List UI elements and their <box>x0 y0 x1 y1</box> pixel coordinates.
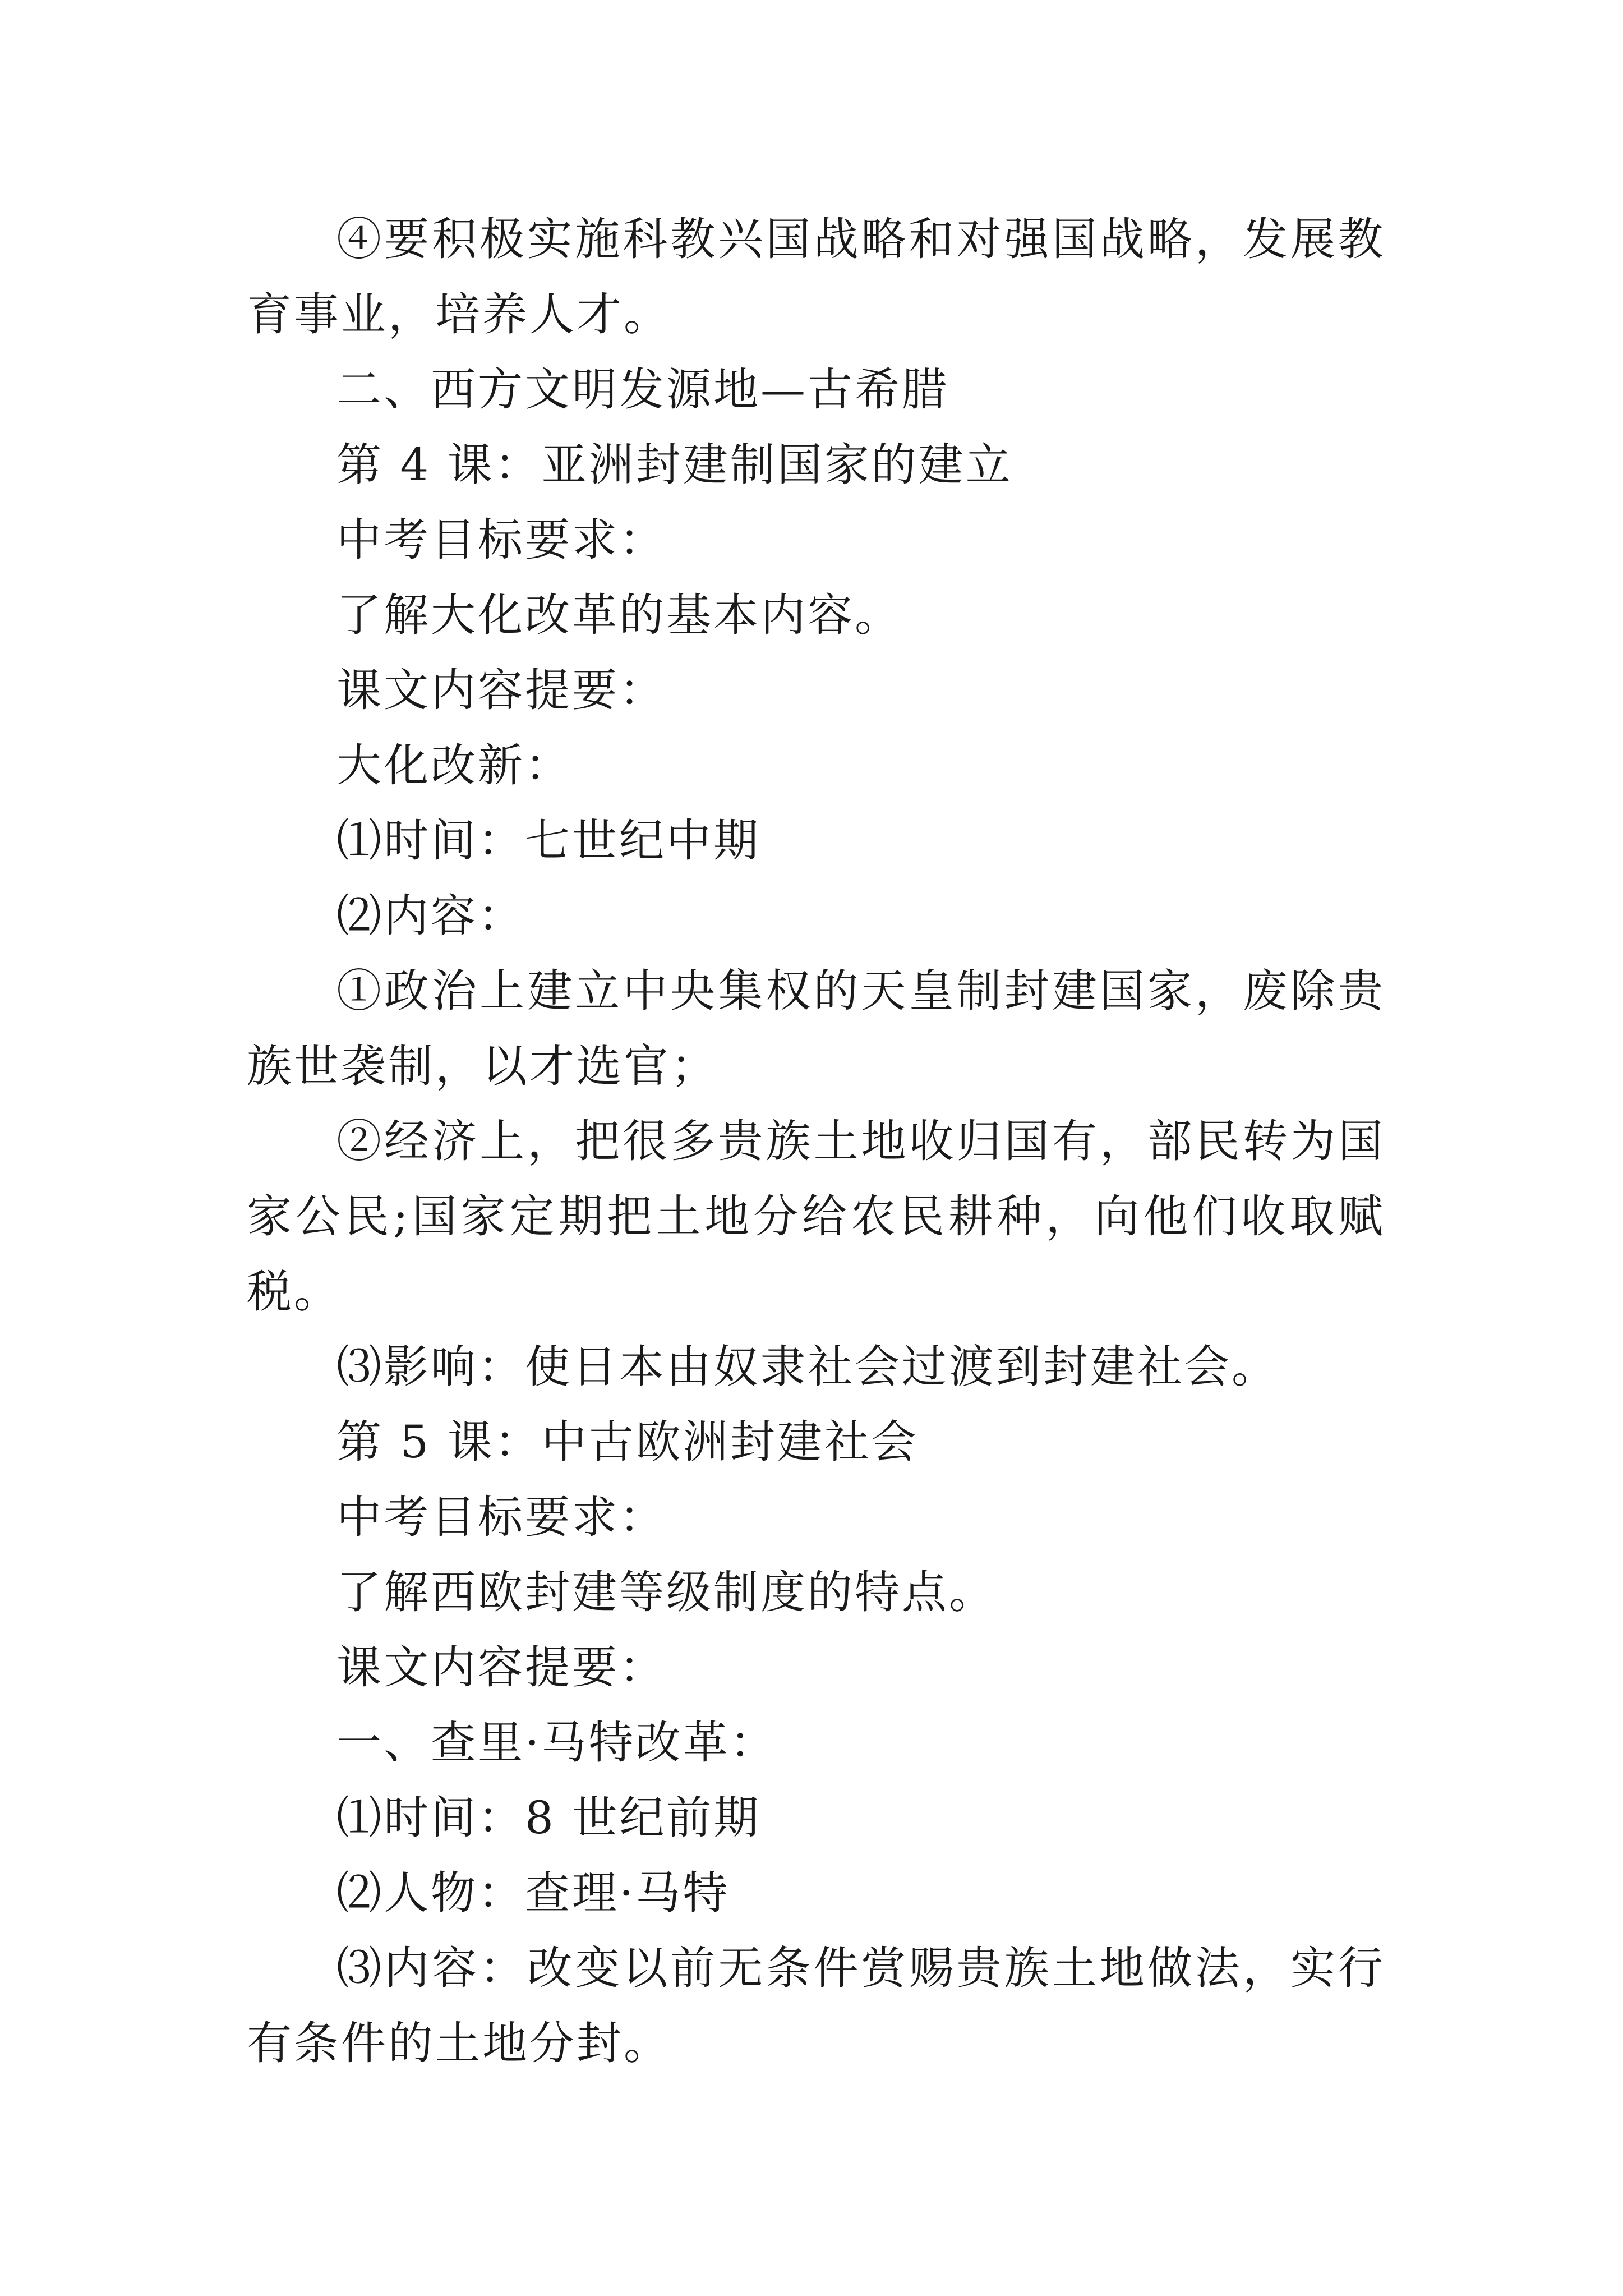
paragraph: 中考目标要求： <box>336 514 666 566</box>
paragraph: 一、查里·马特改革： <box>336 1717 777 1769</box>
lesson-heading: 第 5 课：中古欧洲封建社会 <box>336 1416 919 1468</box>
paragraph: ⑵人物：查理·马特 <box>336 1867 730 1919</box>
paragraph: 了解大化改革的基本内容。 <box>336 589 902 641</box>
paragraph: ⑶影响：使日本由奴隶社会过渡到封建社会。 <box>336 1341 1279 1393</box>
lesson-heading: 第 4 课：亚洲封建制国家的建立 <box>336 439 1013 491</box>
paragraph: ⑴时间：8 世纪前期 <box>336 1792 761 1844</box>
paragraph: 课文内容提要： <box>336 1641 666 1694</box>
document-body <box>247 202 1385 2081</box>
section-heading: 二、西方文明发源地—古希腊 <box>336 364 949 416</box>
paragraph: ⑴时间：七世纪中期 <box>336 815 760 867</box>
paragraph: ①政治上建立中央集权的天皇制封建国家，废除贵族世袭制，以才选官； <box>247 965 1385 1092</box>
paragraph: ⑶内容：改变以前无条件赏赐贵族土地做法，实行有条件的土地分封。 <box>247 1942 1385 2069</box>
paragraph: 了解西欧封建等级制度的特点。 <box>336 1566 996 1618</box>
paragraph: ⑵内容： <box>336 890 525 942</box>
paragraph: 课文内容提要： <box>336 664 666 716</box>
paragraph: 中考目标要求： <box>336 1491 666 1543</box>
paragraph: ②经济上，把很多贵族土地收归国有，部民转为国家公民;国家定期把土地分给农民耕种，向他们收取赋税。 <box>247 1115 1385 1318</box>
paragraph: ④要积极实施科教兴国战略和对强国战略，发展教育事业，培养人才。 <box>247 213 1385 341</box>
paragraph: 大化改新： <box>336 739 572 792</box>
